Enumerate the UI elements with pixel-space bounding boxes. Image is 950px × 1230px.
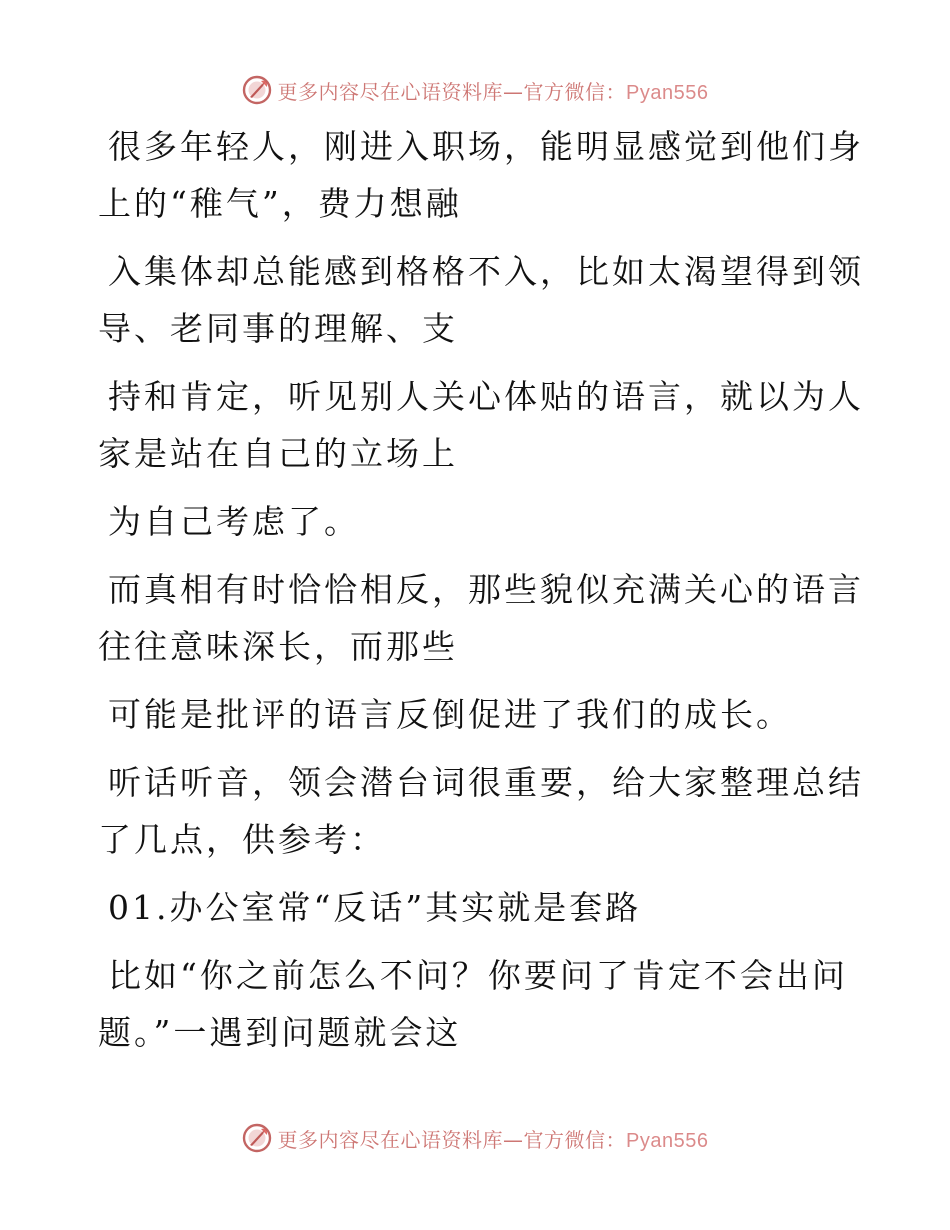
text-line: 题。”一遇到问题就会这	[98, 1013, 462, 1052]
text-line: 导、老同事的理解、支	[98, 309, 458, 348]
paragraph	[98, 561, 864, 675]
quill-pen-logo-icon	[242, 75, 272, 105]
text-line: 可能是批评的语言反倒促进了我们的成长。	[108, 695, 792, 734]
footer-banner-text: 更多内容尽在心语资料库—官方微信：Pyan556	[277, 1127, 709, 1152]
text-line: 比如“你之前怎么不问？你要问了肯定不会出问	[108, 956, 848, 995]
footer-banner	[0, 1118, 950, 1158]
paragraph	[98, 368, 864, 482]
text-line: 入集体却总能感到格格不入，比如太渴望得到领	[108, 252, 864, 291]
text-line: 听话听音，领会潜台词很重要，给大家整理总结	[108, 763, 864, 802]
quill-pen-logo-icon	[242, 1123, 272, 1153]
text-line: 家是站在自己的立场上	[98, 434, 458, 473]
text-line: 01.办公室常“反话”其实就是套路	[108, 888, 642, 927]
text-line: 了几点，供参考：	[98, 820, 386, 859]
text-line: 而真相有时恰恰相反，那些貌似充满关心的语言	[108, 570, 864, 609]
text-line: 上的“稚气”，费力想融	[98, 184, 462, 223]
paragraph	[98, 947, 848, 1061]
paragraph	[98, 754, 864, 868]
paragraph	[98, 493, 838, 550]
text-line: 往往意味深长，而那些	[98, 627, 458, 666]
footer-wechat-id: Pyan556	[626, 1129, 709, 1152]
paragraph	[98, 686, 838, 743]
paragraph	[98, 243, 864, 357]
paragraph	[98, 118, 864, 232]
header-wechat-id: Pyan556	[626, 81, 709, 104]
text-line: 为自己考虑了。	[108, 502, 360, 541]
section-heading	[98, 879, 838, 936]
document-body	[98, 118, 864, 1072]
text-line: 很多年轻人，刚进入职场，能明显感觉到他们身	[108, 127, 864, 166]
header-banner	[0, 70, 950, 110]
text-line: 持和肯定，听见别人关心体贴的语言，就以为人	[108, 377, 864, 416]
header-banner-text: 更多内容尽在心语资料库—官方微信：Pyan556	[277, 79, 709, 104]
